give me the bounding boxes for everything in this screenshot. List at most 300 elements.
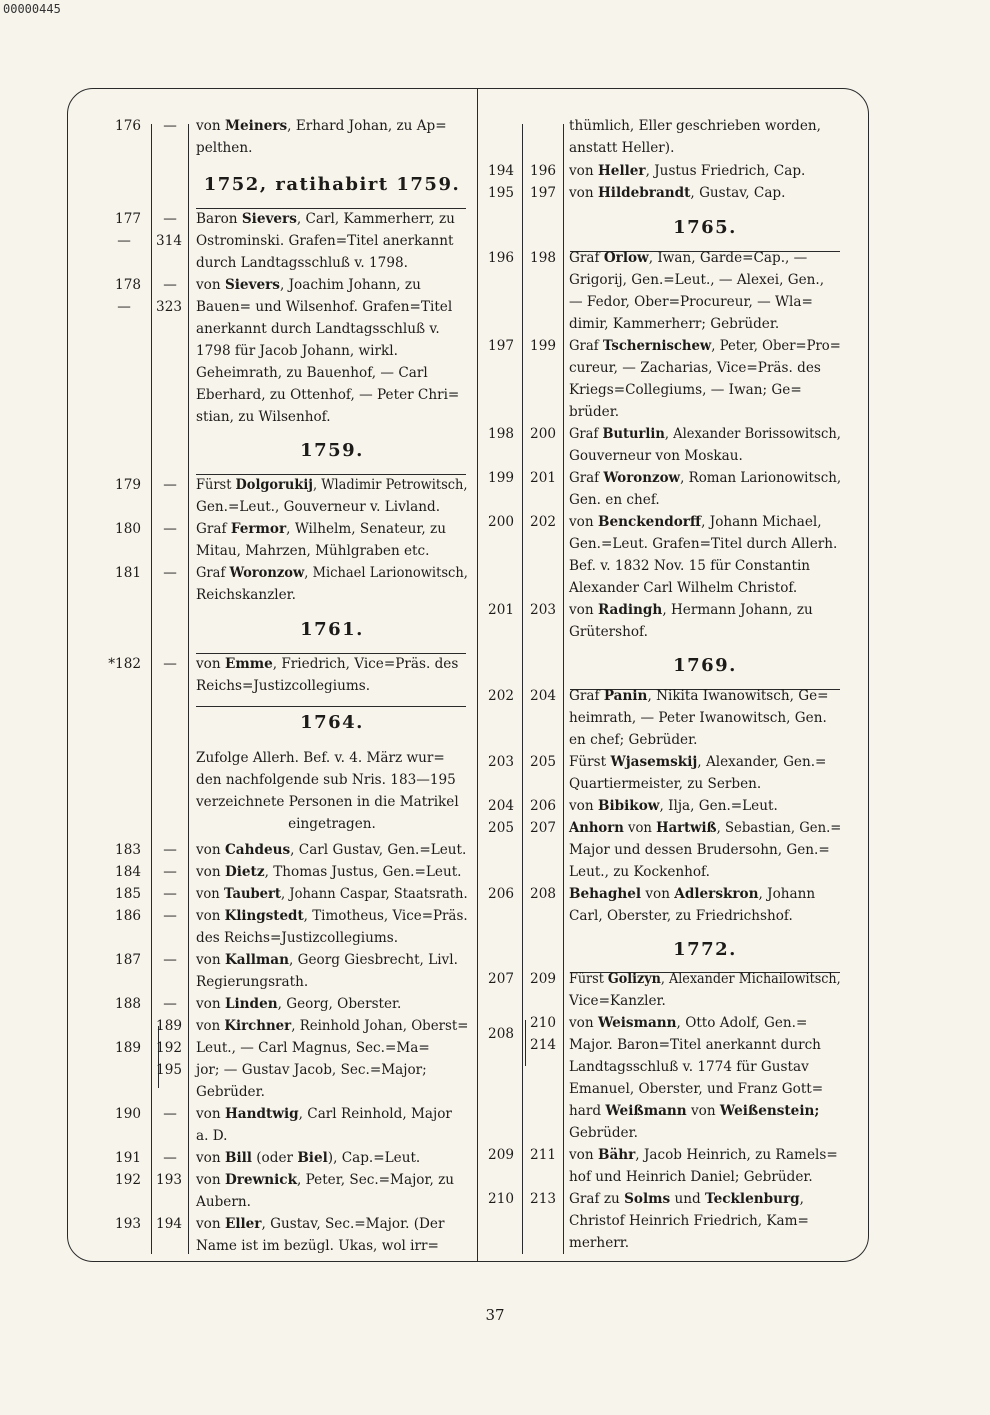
text-run: Reichs=Justizcollegiums. [196,678,371,694]
surname: Fermor [230,521,287,537]
old-number: 198 [530,250,556,266]
text-run: von [569,514,598,530]
entry-text [196,1126,227,1147]
entry-number: 204 [488,798,514,814]
old-number: — [163,1106,177,1122]
text-run: Bef. v. 1832 Nov. 15 für Constantin [569,558,811,574]
entry-number: 181 [115,565,141,581]
surname: Eller [224,1216,262,1232]
entry-text [196,585,296,606]
entry-text [196,1104,452,1125]
entry-number: — [117,233,131,249]
entry-text [196,906,468,927]
entry-text [569,1101,819,1122]
text-run: Reichskanzler. [196,587,296,603]
text-run: Emanuel, Oberster, und Franz Gott= [569,1081,824,1097]
text-run: Landtagsschluß v. 1774 für Gustav [569,1059,809,1075]
text-run: Kriegs=Collegiums, — Iwan; Ge= [569,382,802,398]
year-heading: 1752, ratihabirt 1759. [203,174,461,195]
entry-text [569,490,660,511]
entry-text [569,969,841,990]
surname: Anhorn [569,820,624,836]
surname: Drewnick [224,1172,297,1188]
text-run: pelthen. [196,140,253,156]
entry-text [196,972,308,993]
text-run: von [196,864,225,880]
text-run: von [196,1216,225,1232]
entry-number: 190 [115,1106,141,1122]
text-run: Gebrüder. [196,1084,265,1100]
entry-text [196,792,459,813]
text-run: eingetragen. [288,816,376,832]
text-run: — Fedor, Ober=Procureur, — Wla= [569,294,813,310]
entry-text [569,818,841,839]
entry-text [196,275,421,296]
text-run: durch Landtagsschluß v. 1798. [196,255,408,271]
entry-number: 189 [115,1040,141,1056]
entry-text [569,796,778,817]
year-heading: 1759. [300,440,364,461]
text-run: Graf [196,565,230,581]
entry-text [569,1233,629,1254]
text-run: Gen. en chef. [569,492,660,508]
entry-number: 183 [115,842,141,858]
entry-number: 188 [115,996,141,1012]
old-number: 314 [156,233,182,249]
entry-text [569,991,666,1012]
entry-text [196,928,398,949]
text-run: von [641,886,675,902]
text-run: , Erhard Johan, zu Ap= [287,118,447,134]
old-number: 196 [530,163,556,179]
old-number: — [163,1150,177,1166]
old-number: — [163,477,177,493]
entry-text [569,1123,638,1144]
old-number: 209 [530,971,556,987]
entry-text [569,906,793,927]
text-run: von [196,118,225,134]
entry-text [569,862,710,883]
text-run: Major und dessen Brudersohn, Gen.= [569,842,830,858]
entry-text [569,730,697,751]
entry-text [569,248,807,269]
surname: Woronzow [603,470,681,486]
surname: Emme [224,656,273,672]
entry-text [569,840,830,861]
entry-text [196,1192,251,1213]
entry-number: 179 [115,477,141,493]
old-number: 189 [156,1018,182,1034]
text-run: , Hermann Johann, zu [662,602,813,618]
text-run: Grütershof. [569,624,648,640]
text-run: , Timotheus, Vice=Präs. [303,908,468,924]
entry-text [569,292,813,313]
surname: Behaghel [569,886,642,902]
year-heading: 1765. [673,217,737,238]
entry-number: 203 [488,754,514,770]
entry-number: 210 [488,1191,514,1207]
text-run: Christof Heinrich Friedrich, Kam= [569,1213,809,1229]
text-run: Fürst [196,477,236,493]
year-heading: 1769. [673,655,737,676]
text-run: 1798 für Jacob Johann, wirkl. [196,343,398,359]
surname: Benckendorff [597,514,702,530]
entry-number: 196 [488,250,514,266]
text-run: , Johann [758,886,816,902]
surname: Woronzow [229,565,305,581]
surname: Hartwiß [656,820,717,836]
entry-text [196,994,401,1015]
text-run: von [569,163,598,179]
text-run: Leut., zu Kockenhof. [569,864,710,880]
surname: Solms [624,1191,671,1207]
entry-text [569,774,761,795]
rule-center [477,89,478,1261]
old-number: 206 [530,798,556,814]
entry-text [196,407,331,428]
entry-text [569,183,785,204]
entry-text [196,814,468,835]
entry-text [196,748,445,769]
text-run: von [196,908,225,924]
surname: Bähr [597,1147,636,1163]
entry-number: 180 [115,521,141,537]
text-run: , Carl Gustav, Gen.=Leut. [290,842,467,858]
entry-text [569,1013,807,1034]
rule-right-num2 [563,124,564,1254]
surname: Linden [224,996,278,1012]
text-run: Fürst [569,754,611,770]
text-run: , Nikita Iwanowitsch, Ge= [647,688,829,704]
entry-text [569,1189,804,1210]
entry-text [569,1057,809,1078]
text-run: , Peter, Sec.=Major, zu [297,1172,455,1188]
old-number: 193 [156,1172,182,1188]
surname: Golizyn [607,971,661,987]
text-run: von [196,1172,225,1188]
rule-right-num1 [522,124,523,1254]
surname: Cahdeus [224,842,291,858]
old-number: — [163,952,177,968]
text-run: Gen.=Leut., Gouverneur v. Livland. [196,499,441,515]
text-run: hard [569,1103,606,1119]
surname: Tschernischew [602,338,712,354]
text-run: , Alexander Michailowitsch, [660,971,841,987]
old-number: 197 [530,185,556,201]
entry-text [196,363,428,384]
text-run: , Roman Larionowitsch, [680,470,842,486]
surname: Weismann [597,1015,677,1031]
entry-number: 197 [488,338,514,354]
page-id: 00000445 [3,2,61,16]
old-number: 199 [530,338,556,354]
text-run: des Reichs=Justizcollegiums. [196,930,399,946]
entry-text [196,475,468,496]
text-run: von [569,1147,598,1163]
entry-text [569,161,805,182]
old-number: — [163,886,177,902]
text-run: Quartiermeister, zu Serben. [569,776,762,792]
entry-text [569,116,821,137]
entry-text [196,297,452,318]
text-run: Zufolge Allerh. Bef. v. 4. März wur= [196,750,445,766]
text-run: anstatt Heller). [569,140,675,156]
text-run: von [686,1103,720,1119]
old-number: 200 [530,426,556,442]
entry-text [196,884,468,905]
text-run: , Gustav, Cap. [690,185,786,201]
entry-text [196,950,458,971]
surname: Orlow [603,250,649,266]
entry-text [569,708,827,729]
text-run: anerkannt durch Landtagsschluß v. [196,321,440,337]
text-run: Major. Baron=Titel anerkannt durch [569,1037,821,1053]
text-run: Ostrominski. Grafen=Titel anerkannt [196,233,454,249]
old-number: 203 [530,602,556,618]
old-number: 195 [156,1062,182,1078]
entry-text [196,1038,430,1059]
text-run: , Friedrich, Vice=Präs. des [272,656,459,672]
text-run: Carl, Oberster, zu Friedrichshof. [569,908,793,924]
old-number: 201 [530,470,556,486]
entry-number: 199 [488,470,514,486]
entry-text [569,1211,809,1232]
surname: Kirchner [224,1018,292,1034]
surname: Sievers [241,211,297,227]
text-run: , Thomas Justus, Gen.=Leut. [264,864,462,880]
old-number: — [163,842,177,858]
text-run: , Otto Adolf, Gen.= [676,1015,808,1031]
text-run: und [670,1191,706,1207]
entry-number: 209 [488,1147,514,1163]
surname: Kallman [224,952,289,968]
entry-number: 195 [488,185,514,201]
entry-text [196,138,252,159]
text-run: , Joachim Johann, zu [279,277,421,293]
surname: Tecklenburg [705,1191,800,1207]
rule-above-1764 [196,706,466,707]
entry-text [569,622,648,643]
text-run: Graf [569,338,603,354]
old-number: — [163,908,177,924]
entry-text [196,319,440,340]
text-run: Graf [569,470,604,486]
entry-number: 206 [488,886,514,902]
text-run: , Michael Larionowitsch, [304,565,468,581]
text-run: Graf zu [569,1191,625,1207]
text-run: von [623,820,657,836]
rule-left-num1 [151,124,152,1254]
old-number: — [163,565,177,581]
text-run: Vice=Kanzler. [569,993,666,1009]
entry-text [196,840,466,861]
text-run: brüder. [569,404,620,420]
entry-number: 176 [115,118,141,134]
old-number: 323 [156,299,182,315]
text-run: jor; — Gustav Jacob, Sec.=Major; [196,1062,427,1078]
text-run: en chef; Gebrüder. [569,732,698,748]
entry-text [569,512,822,533]
text-run: cureur, — Zacharias, Vice=Präs. des [569,360,821,376]
text-run: von [196,1106,225,1122]
surname: Weißenstein; [719,1103,820,1119]
text-run: merherr. [569,1235,630,1251]
text-run: , Johann Michael, [701,514,822,530]
entry-text [569,314,779,335]
text-run: , Wladimir Petrowitsch, [312,477,468,493]
entry-text [196,1148,420,1169]
rule-left-num2 [188,124,189,1254]
text-run: von [196,1018,225,1034]
entry-text [569,358,821,379]
entry-text [196,541,429,562]
entry-text [196,341,398,362]
text-run: , Jacob Heinrich, zu Ramels= [635,1147,838,1163]
text-run: dimir, Kammerherr; Gebrüder. [569,316,780,332]
surname: Handtwig [224,1106,299,1122]
surname: Adlerskron [674,886,759,902]
entry-number: — [117,299,131,315]
entry-number: 184 [115,864,141,880]
entry-number: 208 [488,1026,514,1042]
text-run: , Iwan, Garde=Cap., — [648,250,808,266]
old-number: 208 [530,886,556,902]
entry-text [569,556,810,577]
entry-text [569,424,841,445]
entry-number: 186 [115,908,141,924]
text-run: Graf [569,250,604,266]
entry-text [569,138,674,159]
entry-text [569,270,824,291]
old-number: — [163,996,177,1012]
surname: Heller [597,163,646,179]
text-run: Mitau, Mahrzen, Mühlgraben etc. [196,543,430,559]
entry-text [569,600,813,621]
entry-text [196,1082,265,1103]
entry-text [569,884,815,905]
text-run: Graf [569,426,603,442]
text-run: Regierungsrath. [196,974,309,990]
old-number: 205 [530,754,556,770]
text-run: Gen.=Leut. Grafen=Titel durch Allerh. [569,536,838,552]
text-run: (oder [251,1150,298,1166]
text-run: Gebrüder. [569,1125,638,1141]
entry-text [569,1145,838,1166]
text-run: , Carl, Kammerherr, zu [296,211,455,227]
text-run: von [196,842,225,858]
text-run: Gouverneur von Moskau. [569,448,743,464]
text-run: , Reinhold Johan, Oberst= [291,1018,469,1034]
entry-number: 205 [488,820,514,836]
old-number: 207 [530,820,556,836]
text-run: von [196,952,225,968]
entry-number: 207 [488,971,514,987]
entry-text [196,1170,454,1191]
surname: Bill [224,1150,252,1166]
text-run: von [196,886,224,902]
text-run: von [569,1015,598,1031]
entry-text [196,385,459,406]
text-run: von [569,602,598,618]
entry-number: 193 [115,1216,141,1232]
text-run: von [196,656,225,672]
text-run: verzeichnete Personen in die Matrikel [196,794,459,810]
entry-text [569,686,829,707]
old-number: — [163,864,177,880]
old-number: — [163,211,177,227]
entry-text [196,209,455,230]
entry-text [569,1167,813,1188]
entry-text [196,497,440,518]
entry-text [196,676,370,697]
entry-text [196,770,456,791]
entry-text [569,380,802,401]
text-run: von [569,798,598,814]
surname: Biel [297,1150,328,1166]
entry-text [569,468,841,489]
text-run: , Alexander Borissowitsch, [664,426,841,442]
old-number: 204 [530,688,556,704]
text-run: von [196,996,225,1012]
surname: Radingh [597,602,663,618]
text-run: , Sebastian, Gen.= [716,820,842,836]
entry-text [196,563,468,584]
text-run: , Gustav, Sec.=Major. (Der [261,1216,445,1232]
surname: Bibikow [597,798,660,814]
entry-number: 198 [488,426,514,442]
text-run: , Georg, Oberster. [277,996,402,1012]
text-run: Baron [196,211,242,227]
old-number: 211 [530,1147,556,1163]
entry-number: 185 [115,886,141,902]
surname: Panin [603,688,648,704]
surname: Meiners [224,118,288,134]
text-run: von [569,185,598,201]
text-run: Aubern. [196,1194,251,1210]
entry-number: 191 [115,1150,141,1166]
text-run: , Wilhelm, Senateur, zu [286,521,446,537]
surname: Buturlin [602,426,665,442]
entry-text [196,253,408,274]
entry-text [569,446,743,467]
old-number: 213 [530,1191,556,1207]
entry-text [569,336,841,357]
text-run: Graf [196,521,231,537]
text-run: , Justus Friedrich, Cap. [645,163,806,179]
surname: Weißmann [605,1103,687,1119]
entry-number: 177 [115,211,141,227]
entry-text [196,1236,439,1257]
entry-text [196,862,462,883]
year-heading: 1772. [673,939,737,960]
text-run: Bauen= und Wilsenhof. Grafen=Titel [196,299,453,315]
entry-text [196,1016,468,1037]
text-run: heimrath, — Peter Iwanowitsch, Gen. [569,710,827,726]
entry-number: 200 [488,514,514,530]
surname: Taubert [223,886,281,902]
text-run: thümlich, Eller geschrieben worden, [569,118,821,134]
entry-text [569,534,837,555]
surname: Dolgorukij [235,477,313,493]
year-heading: 1761. [300,619,364,640]
old-number: 214 [530,1037,556,1053]
old-number: — [163,656,177,672]
entry-text [569,1035,821,1056]
surname: Hildebrandt [597,185,691,201]
entry-number: *182 [108,656,141,672]
entry-number: 194 [488,163,514,179]
text-run: , Johann Caspar, Staatsrath. [280,886,468,902]
